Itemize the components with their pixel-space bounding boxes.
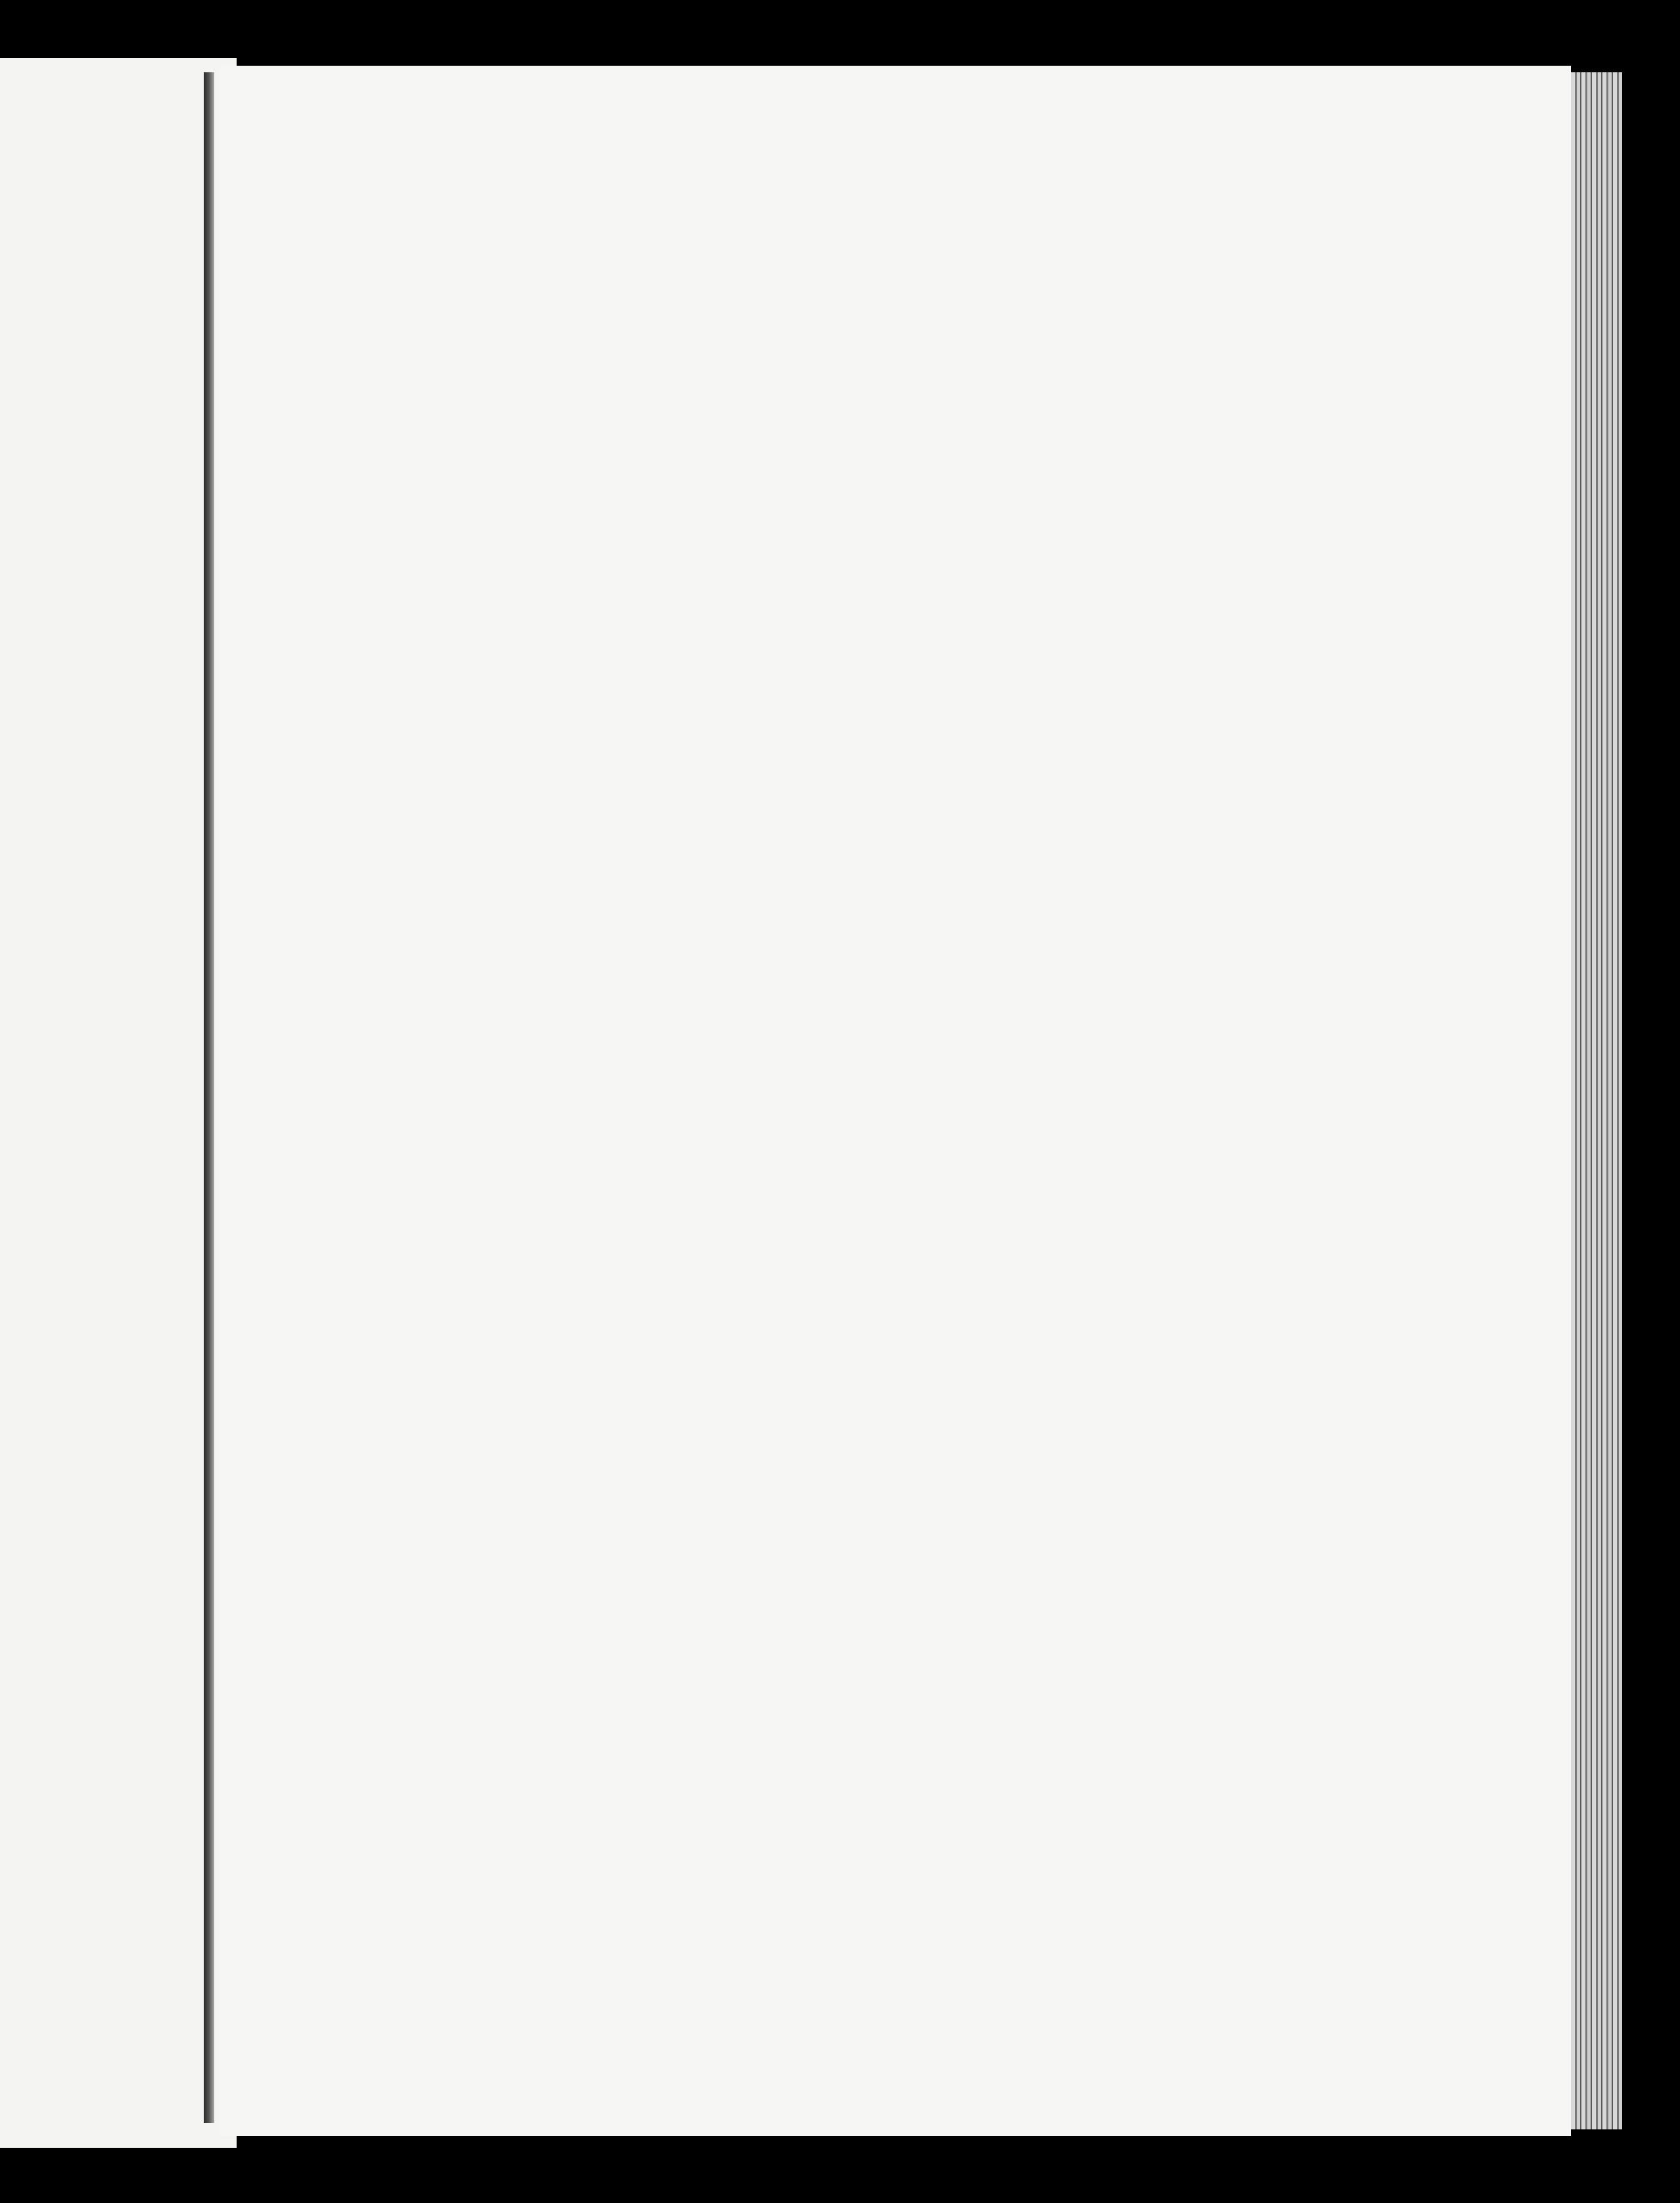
left-page xyxy=(0,58,237,2148)
book-gutter xyxy=(204,72,214,2123)
page-edges xyxy=(1571,72,1622,2129)
right-page xyxy=(220,66,1571,2136)
